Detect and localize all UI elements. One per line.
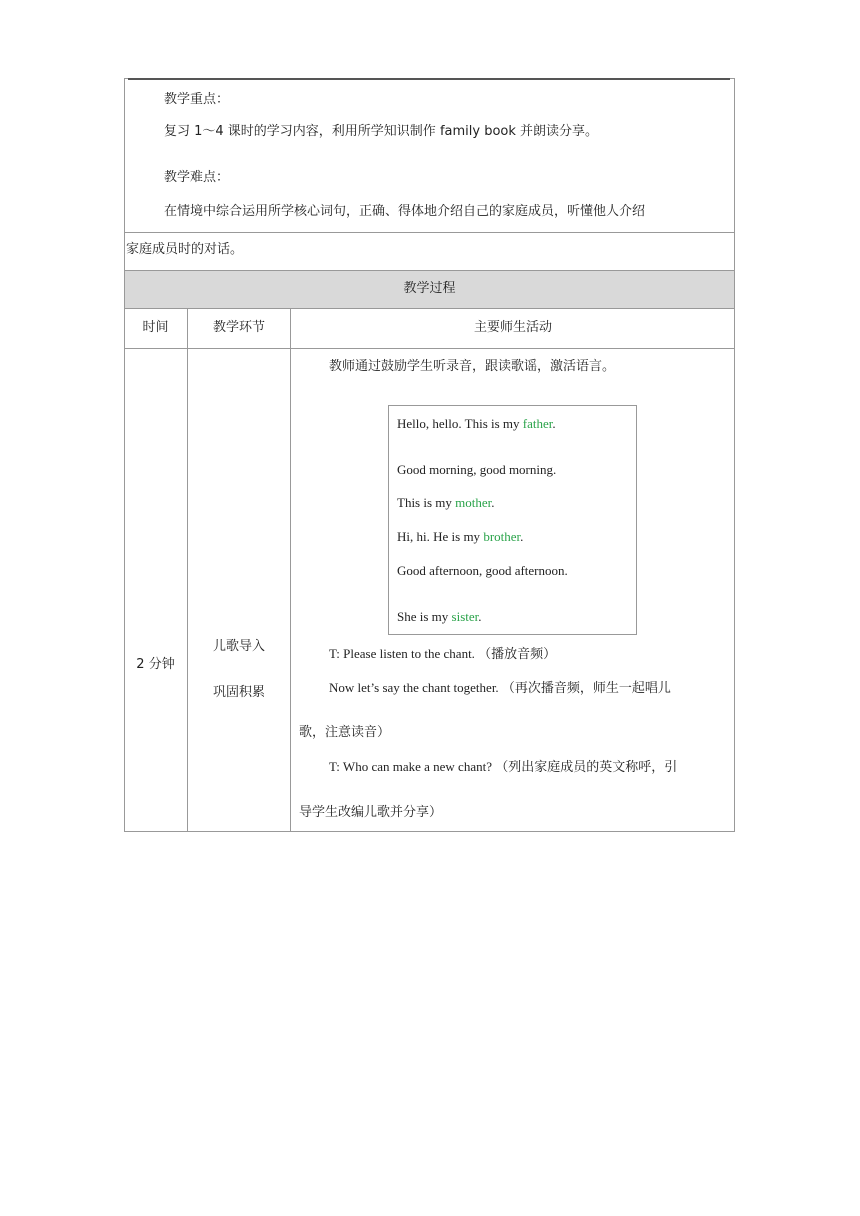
chant-highlight-word: sister [451,609,479,624]
chant-line: Hi, hi. He is my brother. [397,529,524,544]
activity-new-chant-line1: T: Who can make a new chant? （列出家庭成员的英文称呼，引 [329,759,678,774]
row-divider [124,270,735,271]
row-divider [124,232,735,233]
chant-highlight-word: father [522,416,553,431]
header-stage: 教学环节 [212,320,265,335]
top-rule [128,78,730,80]
chant-line: Hello, hello. This is my father. [397,416,556,431]
key-points-heading: 教学重点： [164,92,230,107]
process-title: 教学过程 [403,281,456,296]
chant-highlight-word: brother [483,529,521,544]
chant-highlight-word: mother [455,495,492,510]
chant-line: She is my sister. [397,609,482,624]
activity-new-chant-line2: 导学生改编儿歌并分享） [299,805,443,820]
column-divider [290,308,291,832]
row-time: 2 分钟 [136,657,175,672]
row-divider [124,308,735,309]
column-divider [187,308,188,832]
chant-line: Good morning, good morning. [397,462,557,477]
difficult-points-line2: 家庭成员时的对话。 [126,242,244,257]
activity-say-line2: 歌，注意读音） [299,725,391,740]
activity-listen: T: Please listen to the chant. （播放音频） [329,646,557,661]
difficult-points-line1: 在情境中综合运用所学核心词句，正确、得体地介绍自己的家庭成员，听懂他人介绍 [164,204,646,219]
row-stage-line1: 儿歌导入 [212,639,265,654]
activity-intro: 教师通过鼓励学生听录音，跟读歌谣，激活语言。 [329,359,616,374]
row-divider [124,348,735,349]
key-points-text: 复习 1～4 课时的学习内容，利用所学知识制作 family book 并朗读分享。 [164,124,599,139]
header-activities: 主要师生活动 [473,320,552,335]
chant-box [388,405,637,635]
difficult-points-heading: 教学难点： [164,170,230,185]
activity-say-line1: Now let’s say the chant together. （再次播音频，师生一起唱儿 [329,680,671,695]
chant-line: Good afternoon, good afternoon. [397,563,568,578]
row-stage-line2: 巩固积累 [212,685,265,700]
chant-line: This is my mother. [397,495,495,510]
header-time: 时间 [142,320,169,335]
